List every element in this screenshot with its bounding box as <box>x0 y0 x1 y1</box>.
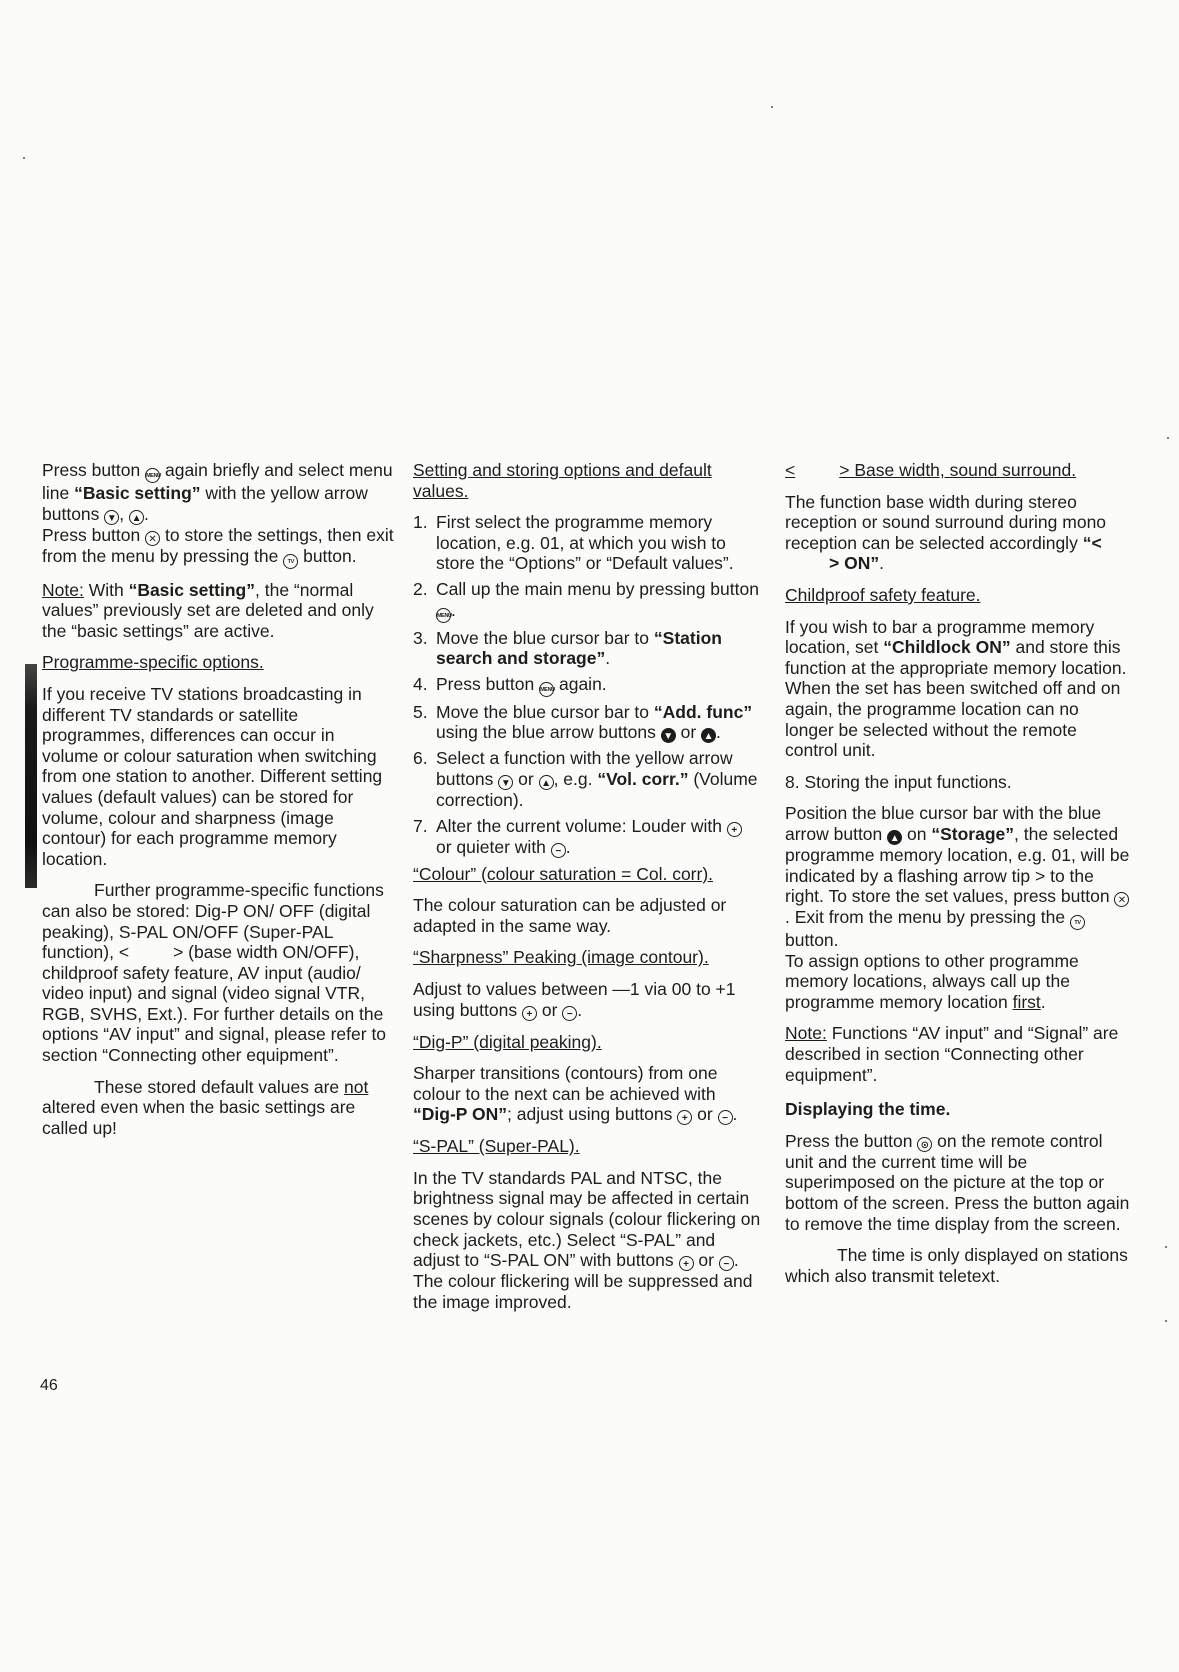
paragraph-time-note: The time is only displayed on stations which also transmit teletext. <box>785 1245 1128 1286</box>
plus-button-icon: + <box>677 1110 692 1125</box>
list-item: 7. Alter the current volume: Louder with + or quieter with − . <box>413 816 761 858</box>
minus-button-icon: − <box>551 843 566 858</box>
heading-colour: “Colour” (colour saturation = Col. corr). <box>413 863 714 884</box>
paragraph-assign: To assign options to other programme memory locations, always call up the programme memory location first. <box>785 950 1079 1012</box>
paragraph-dig-p: Sharper transitions (contours) from one colour to the next can be achieved with “Dig-P ON”; adjust using buttons + or − . <box>413 1063 738 1125</box>
step-8-heading: 8. Storing the input functions. <box>785 771 1012 792</box>
plus-button-icon: + <box>727 822 742 837</box>
minus-button-icon: − <box>718 1110 733 1125</box>
store-x-button-icon: ✕ <box>145 531 160 546</box>
paragraph-tv-standards: If you receive TV stations broadcasting in different TV standards or satellite programmes, differences can occur in volume or colour saturation when switching from one station to another. Different setting values (default values) can be stored for volume, colour and sharpness (image contour) for each programme memory location. <box>42 683 383 869</box>
menu-button-icon: MENU <box>436 608 451 623</box>
column-right <box>785 460 1130 1297</box>
down-arrow-button-icon: ▼ <box>498 775 513 790</box>
note-av-input: Note: Functions “AV input” and “Signal” are described in section “Connecting other equipment”. <box>785 1023 1119 1085</box>
minus-button-icon: − <box>719 1256 734 1271</box>
paragraph-further-functions: Further programme-specific functions can also be stored: Dig-P ON/ OFF (digital peaking), S-PAL ON/OFF (Super-PAL function), < > (base width ON/OFF), childproof safety feature, AV input (audio/ video input) and signal (video signal VTR, RGB, SVHS, Ext.). For further details on the options “AV input” and signal, please refer to section “Connecting other equipment”. <box>42 880 387 1066</box>
store-x-button-icon: ✕ <box>1114 892 1129 907</box>
steps-list <box>413 512 761 857</box>
paragraph-base-width: The function base width during stereo reception or sound surround during mono reception can be selected accordingly “<> ON”. <box>785 491 1107 574</box>
up-arrow-button-icon: ▲ <box>129 510 144 525</box>
tv-button-icon: TV <box>283 554 298 569</box>
scan-speck <box>1165 1320 1167 1322</box>
scan-speck <box>1165 1246 1167 1248</box>
up-arrow-button-icon: ▲ <box>887 830 902 845</box>
scan-speck <box>1167 437 1169 439</box>
heading-s-pal: “S-PAL” (Super-PAL). <box>413 1136 580 1157</box>
clock-button-icon: ⊙ <box>917 1137 932 1152</box>
paragraph-s-pal: In the TV standards PAL and NTSC, the brightness signal may be affected in certain scenes by colour signals (colour flickering on check jackets, etc.) Select “S-PAL” and adjust to “S-PAL ON” with buttons + or − . The colour flickering will be suppressed and the image improved. <box>413 1167 761 1312</box>
paragraph-time: Press the button ⊙ on the remote control unit and the current time will be superimposed on the picture at the top or bottom of the screen. Press the button again to remove the time display from the screen. <box>785 1130 1130 1234</box>
up-arrow-button-icon: ▲ <box>539 775 554 790</box>
down-arrow-button-icon: ▼ <box>104 510 119 525</box>
paragraph-storing: Position the blue cursor bar with the blue arrow button ▲ on “Storage”, the selected programme memory location, e.g. 01, will be indicated by a flashing arrow tip > to the right. To store the set values, press button ✕. Exit from the menu by pressing the TV button. <box>785 803 1130 951</box>
heading-displaying-time: Displaying the time. <box>785 1099 951 1120</box>
list-item: 2. Call up the main menu by pressing button MENU. <box>413 579 761 623</box>
tv-button-icon: TV <box>1070 915 1085 930</box>
down-arrow-button-icon: ▼ <box>661 728 676 743</box>
page-number: 46 <box>40 1377 58 1394</box>
minus-button-icon: − <box>562 1006 577 1021</box>
heading-base-width: < > Base width, sound surround. <box>785 460 1077 480</box>
paragraph-stored-defaults: These stored default values are not altered even when the basic settings are called up! <box>42 1076 369 1138</box>
margin-marker-bar <box>25 664 37 888</box>
column-left <box>42 460 394 1149</box>
paragraph-childproof: If you wish to bar a programme memory location, set “Childlock ON” and store this function at the appropriate memory location. When the set has been switched off and on again, the programme location can no longer be selected without the remote control unit. <box>785 616 1127 761</box>
column-middle <box>413 460 761 1323</box>
list-item: 5. Move the blue cursor bar to “Add. func” using the blue arrow buttons ▼ or ▲ . <box>413 701 753 743</box>
paragraph-sharpness: Adjust to values between —1 via 00 to +1 using buttons + or − . <box>413 978 736 1020</box>
paragraph-basic-setting: Press button MENU again briefly and select menu line “Basic setting” with the yellow arrow buttons ▼ , ▲ . Press button ✕ to store the settings, then exit from the menu by pressing the TV button. <box>42 460 394 569</box>
scan-speck <box>771 106 773 108</box>
heading-setting-storing: Setting and storing options and default values. <box>413 460 712 501</box>
menu-button-icon: MENU <box>539 682 554 697</box>
list-item: 6. Select a function with the yellow arrow buttons ▼ or ▲ , e.g. “Vol. corr.” (Volume correction). <box>413 748 758 810</box>
list-item: 3. Move the blue cursor bar to “Station search and storage”. <box>413 627 722 669</box>
heading-dig-p: “Dig-P” (digital peaking). <box>413 1031 602 1052</box>
menu-button-icon: MENU <box>145 468 160 483</box>
note-basic-setting: Note: With “Basic setting”, the “normal values” previously set are deleted and only the “basic settings” are active. <box>42 579 374 641</box>
paragraph-colour: The colour saturation can be adjusted or adapted in the same way. <box>413 895 727 936</box>
heading-programme-specific: Programme-specific options. <box>42 652 264 673</box>
up-arrow-button-icon: ▲ <box>701 728 716 743</box>
scan-speck <box>23 157 25 159</box>
list-item: 1. First select the programme memory location, e.g. 01, at which you wish to store the “Options” or “Default values”. <box>413 512 734 574</box>
heading-childproof: Childproof safety feature. <box>785 584 981 605</box>
plus-button-icon: + <box>679 1256 694 1271</box>
list-item: 4. Press button MENU again. <box>413 674 761 697</box>
plus-button-icon: + <box>522 1006 537 1021</box>
heading-sharpness: “Sharpness” Peaking (image contour). <box>413 947 709 968</box>
